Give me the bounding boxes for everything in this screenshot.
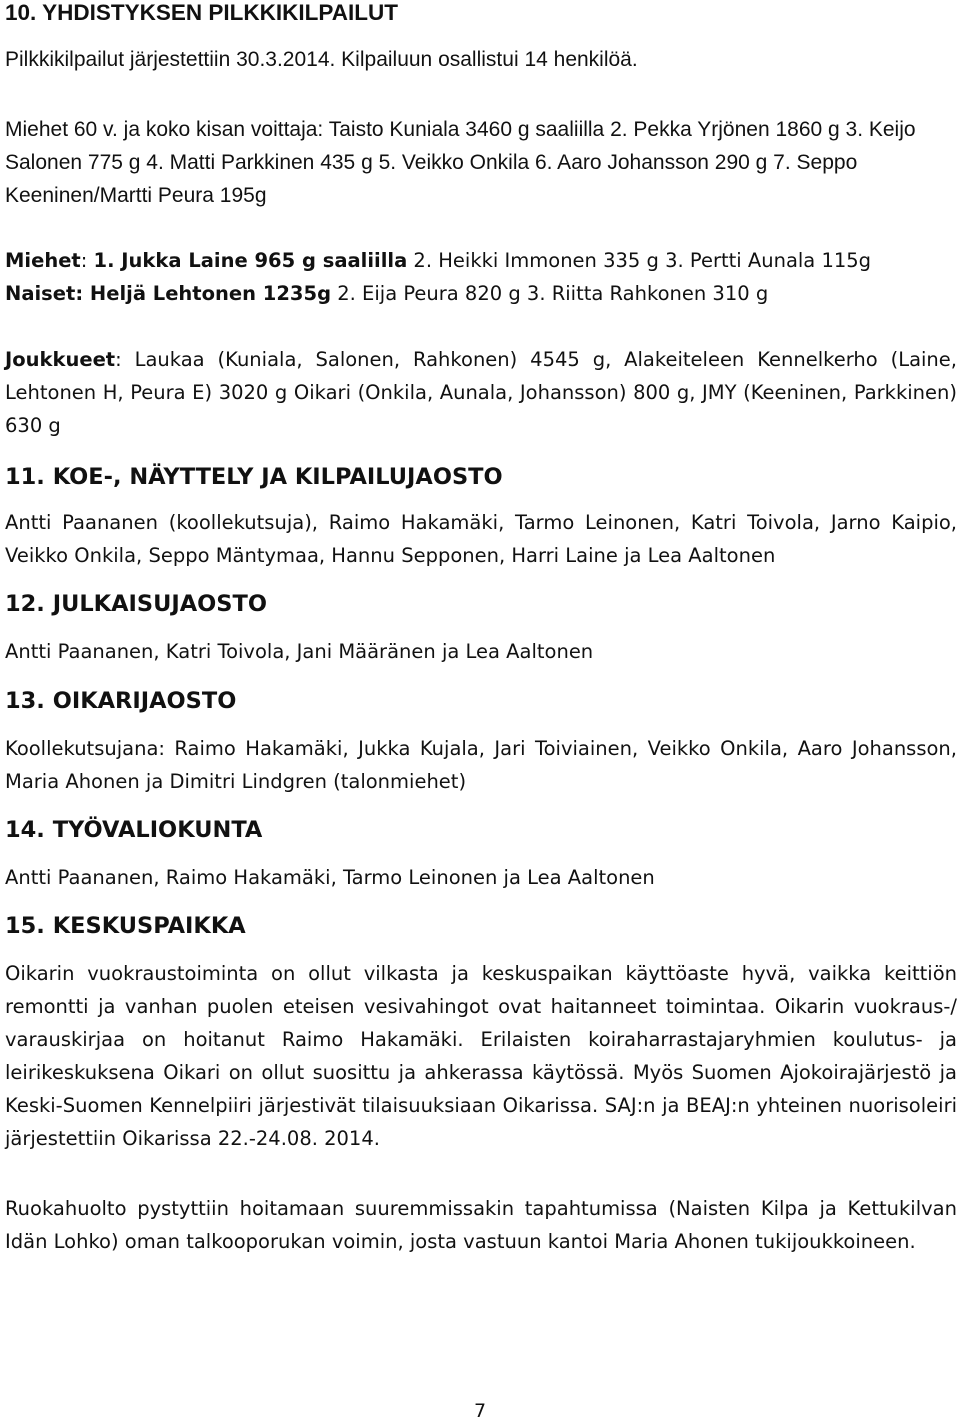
section-10-women-results (5, 277, 957, 310)
section-14-text: Antti Paananen, Raimo Hakamäki, Tarmo Leinonen ja Lea Aaltonen (5, 866, 655, 889)
men-winner: 1. Jukka Laine 965 g saaliilla (93, 249, 408, 272)
men-rest: 2. Heikki Immonen 335 g 3. Pertti Aunala 115g (407, 249, 872, 272)
section-15-paragraph-2: Ruokahuolto pystyttiin hoitamaan suuremmissakin tapahtumissa (Naisten Kilpa ja Kettukilvan Idän Lohko) oman talkooporukan voimin, josta vastuun kantoi Maria Ahonen tukijoukkoineen. (5, 1197, 957, 1253)
section-11-title: 11. KOE-, NÄYTTELY JA KILPAILUJAOSTO (5, 464, 503, 490)
section-10-intro: Pilkkikilpailut järjestettiin 30.3.2014. Kilpailuun osallistui 14 henkilöä. (5, 48, 638, 71)
section-13-text: Koollekutsujana: Raimo Hakamäki, Jukka Kujala, Jari Toiviainen, Veikko Onkila, Aaro Johansson, Maria Ahonen ja Dimitri Lindgren (talonmiehet) (5, 737, 957, 793)
men-label: Miehet (5, 249, 81, 272)
section-10-team-results (5, 343, 957, 442)
section-12-text: Antti Paananen, Katri Toivola, Jani Määränen ja Lea Aaltonen (5, 640, 594, 663)
section-15-title: 15. KESKUSPAIKKA (5, 913, 246, 939)
teams-text: : Laukaa (Kuniala, Salonen, Rahkonen) 4545 g, Alakeiteleen Kennelkerho (Laine, Lehtonen H, Peura E) 3020 g Oikari (Onkila, Aunala, Johansson) 800 g, JMY (Keeninen, Parkkinen) 630 g (5, 348, 957, 437)
section-15-paragraph-1: Oikarin vuokraustoiminta on ollut vilkasta ja keskuspaikan käyttöaste hyvä, vaikka keittiön remontti ja vanhan puolen eteisen vesivahingot ovat haitanneet toimintaa. Oikarin vuokraus-/ varauskirjaa on hoitanut Raimo Hakamäki. Erilaisten koiraharrastajaryhmien koulutus- ja leirikeskuksena Oikari on ollut suosittu ja ahkerassa käytössä. Myös Suomen Ajokoirajärjestö ja Keski-Suomen Kennelpiiri järjestivät tilaisuuksiaan Oikarissa. SAJ:n ja BEAJ:n yhteinen nuorisoleiri järjestettiin Oikarissa 22.-24.08. 2014. (5, 962, 957, 1150)
section-10-men-results (5, 244, 957, 277)
page-number: 7 (473, 1400, 487, 1422)
section-12-title: 12. JULKAISUJAOSTO (5, 591, 267, 617)
teams-label: Joukkueet (5, 348, 116, 371)
women-rest: 2. Eija Peura 820 g 3. Riitta Rahkonen 310 g (331, 282, 769, 305)
women-label: Naiset: Heljä Lehtonen 1235g (5, 282, 332, 305)
section-13-title: 13. OIKARIJAOSTO (5, 688, 237, 714)
section-11-text: Antti Paananen (koollekutsuja), Raimo Hakamäki, Tarmo Leinonen, Katri Toivola, Jarno Kaipio, Veikko Onkila, Seppo Mäntymaa, Hannu Sepponen, Harri Laine ja Lea Aaltonen (5, 511, 957, 567)
section-10-men60-results: Miehet 60 v. ja koko kisan voittaja: Taisto Kuniala 3460 g saaliilla 2. Pekka Yrjönen 1860 g 3. Keijo Salonen 775 g 4. Matti Parkkinen 435 g 5. Veikko Onkila 6. Aaro Johansson 290 g 7. Seppo Keeninen/Martti Peura 195g (5, 118, 916, 207)
section-10-title: 10. YHDISTYKSEN PILKKIKILPAILUT (5, 0, 398, 25)
section-14-title: 14. TYÖVALIOKUNTA (5, 817, 263, 843)
men-separator: : (80, 249, 94, 272)
